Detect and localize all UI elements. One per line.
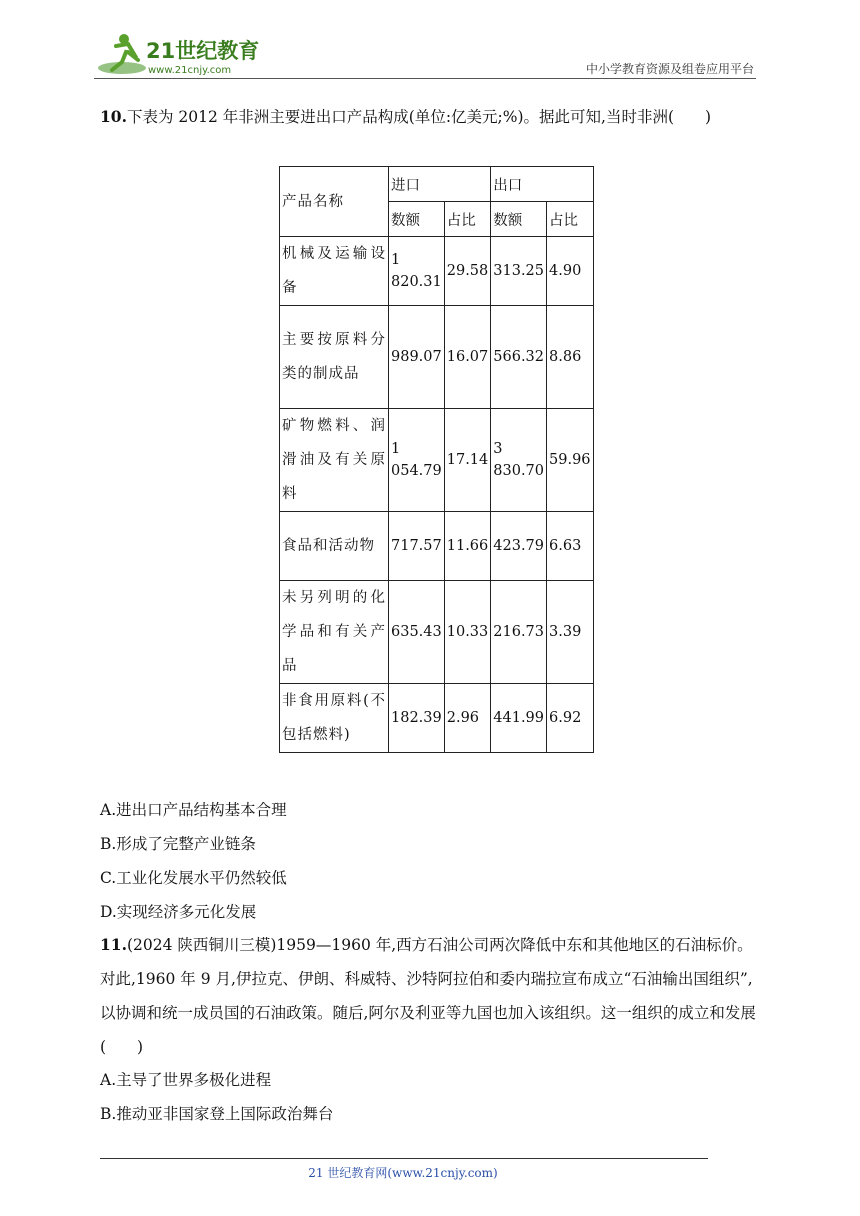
import-share: 10.33 bbox=[444, 581, 491, 684]
header-export: 出口 bbox=[491, 167, 593, 202]
export-share: 59.96 bbox=[547, 409, 594, 512]
export-share: 8.86 bbox=[547, 306, 594, 409]
option-b[interactable]: B.推动亚非国家登上国际政治舞台 bbox=[100, 1105, 334, 1123]
import-amount: 989.07 bbox=[389, 306, 445, 409]
export-amount: 423.79 bbox=[491, 512, 547, 581]
product-name: 食品和活动物 bbox=[280, 512, 389, 581]
header-export-amount: 数额 bbox=[491, 202, 547, 237]
import-share: 16.07 bbox=[444, 306, 491, 409]
header-import: 进口 bbox=[389, 167, 491, 202]
header-import-amount: 数额 bbox=[389, 202, 445, 237]
export-amount: 566.32 bbox=[491, 306, 547, 409]
import-share: 17.14 bbox=[444, 409, 491, 512]
import-amount: 1 054.79 bbox=[389, 409, 445, 512]
import-share: 2.96 bbox=[444, 684, 491, 753]
product-name: 未另列明的化学品和有关产品 bbox=[280, 581, 389, 684]
product-name: 主要按原料分类的制成品 bbox=[280, 306, 389, 409]
export-amount: 216.73 bbox=[491, 581, 547, 684]
import-amount: 1 820.31 bbox=[389, 237, 445, 306]
table-row bbox=[280, 512, 594, 581]
export-share: 4.90 bbox=[547, 237, 594, 306]
export-share: 3.39 bbox=[547, 581, 594, 684]
page-header bbox=[0, 0, 860, 82]
header-export-share: 占比 bbox=[547, 202, 594, 237]
table-row bbox=[280, 581, 594, 684]
header-product-name: 产品名称 bbox=[280, 167, 389, 237]
export-amount: 441.99 bbox=[491, 684, 547, 753]
platform-name: 中小学教育资源及组卷应用平台 bbox=[585, 62, 754, 76]
import-amount: 182.39 bbox=[389, 684, 445, 753]
trade-table bbox=[279, 166, 594, 753]
option-d[interactable]: D.实现经济多元化发展 bbox=[100, 903, 257, 921]
option-c[interactable]: C.工业化发展水平仍然较低 bbox=[100, 869, 287, 887]
import-amount: 717.57 bbox=[389, 512, 445, 581]
footer-divider bbox=[100, 1158, 708, 1159]
question-number: 11. bbox=[100, 935, 127, 954]
question-11 bbox=[100, 928, 766, 1064]
site-logo bbox=[94, 30, 264, 78]
option-a[interactable]: A.进出口产品结构基本合理 bbox=[100, 801, 287, 819]
svg-text:www.21cnjy.com: www.21cnjy.com bbox=[148, 65, 232, 76]
table-row bbox=[280, 684, 594, 753]
svg-text:21世纪教育: 21世纪教育 bbox=[146, 39, 260, 63]
footer-text: 21 世纪教育网(www.21cnjy.com) bbox=[308, 1166, 498, 1180]
option-b[interactable]: B.形成了完整产业链条 bbox=[100, 835, 256, 853]
product-name: 非食用原料(不包括燃料) bbox=[280, 684, 389, 753]
export-share: 6.63 bbox=[547, 512, 594, 581]
question-stem: (2024 陕西铜川三模)1959—1960 年,西方石油公司两次降低中东和其他地区的石油标价。对此,1960 年 9 月,伊拉克、伊朗、科威特、沙特阿拉伯和委内瑞拉宣布成立“石油输出国组织”,以协调和统一成员国的石油政策。随后,阿尔及利亚等九国也加入该组织。这一组织的成立和发展( ) bbox=[100, 936, 756, 1056]
export-amount: 3 830.70 bbox=[491, 409, 547, 512]
header-import-share: 占比 bbox=[444, 202, 491, 237]
question-10 bbox=[100, 100, 711, 134]
table-row bbox=[280, 237, 594, 306]
table-row bbox=[280, 306, 594, 409]
import-amount: 635.43 bbox=[389, 581, 445, 684]
export-amount: 313.25 bbox=[491, 237, 547, 306]
table-row bbox=[280, 409, 594, 512]
question-number: 10. bbox=[100, 107, 127, 126]
option-a[interactable]: A.主导了世界多极化进程 bbox=[100, 1071, 272, 1089]
import-share: 11.66 bbox=[444, 512, 491, 581]
header-divider bbox=[94, 78, 756, 79]
product-name: 矿物燃料、润滑油及有关原料 bbox=[280, 409, 389, 512]
question-stem: 下表为 2012 年非洲主要进出口产品构成(单位:亿美元;%)。据此可知,当时非洲( ) bbox=[126, 108, 712, 126]
export-share: 6.92 bbox=[547, 684, 594, 753]
product-name: 机械及运输设备 bbox=[280, 237, 389, 306]
import-share: 29.58 bbox=[444, 237, 491, 306]
